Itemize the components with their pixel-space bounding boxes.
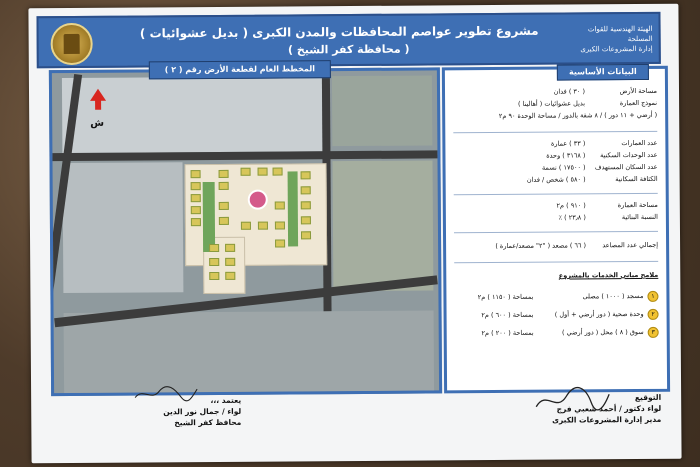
building-unit <box>219 170 229 178</box>
building-unit <box>241 222 251 230</box>
building-unit <box>258 222 268 230</box>
header-banner <box>36 12 660 68</box>
service-name: سوق ( ٨ ) محل ( دور أرضي ) <box>561 327 644 337</box>
info-value: ( ٣٣ ) عمارة <box>550 139 586 148</box>
info-row <box>458 163 658 172</box>
building-unit <box>273 168 283 176</box>
building-unit <box>301 231 311 239</box>
info-row <box>457 111 657 120</box>
mosque-service-marker <box>248 190 268 210</box>
signature-block-left <box>91 395 241 429</box>
info-row <box>457 139 657 148</box>
basic-data-panel <box>442 66 670 394</box>
info-key: عدد السكان المستهدف <box>594 162 658 172</box>
building-unit <box>191 170 201 178</box>
service-name: مسجد ( ١٠٠٠ ) مصلى <box>582 291 644 301</box>
building-unit <box>225 244 235 252</box>
info-key: عدد الوحدات السكنية <box>600 150 658 160</box>
service-area: بمساحة ( ٦٠٠ ) م٢ <box>481 310 534 320</box>
building-unit <box>191 206 201 214</box>
info-row <box>458 175 658 184</box>
service-area: بمساحة ( ٢٠٠ ) م٢ <box>481 328 534 338</box>
building-unit <box>301 216 311 224</box>
service-row <box>459 327 659 339</box>
map-fields-northeast <box>332 75 432 146</box>
service-area: بمساحة ( ١١٥٠ ) م٢ <box>477 292 534 302</box>
building-unit <box>209 258 219 266</box>
info-key: الكثافة السكانية <box>615 174 658 184</box>
project-title: مشروع تطوير عواصم المحافظات والمدن الكبرى ( بديل عشوائيات ) <box>139 23 539 41</box>
org-line-1: الهيئة الهندسية للقوات المسلحة <box>587 24 653 44</box>
building-unit <box>191 182 201 190</box>
building-unit <box>301 186 311 194</box>
info-row <box>457 151 657 160</box>
info-value: ( ٦٦ ) مصعد ( "٢" مصعد/عمارة ) <box>495 241 587 251</box>
info-value: ( ٢٣٫٨ ) ٪ <box>558 213 586 222</box>
handwritten-annotation-icon <box>131 383 201 405</box>
building-unit <box>209 272 219 280</box>
building-unit <box>225 258 235 266</box>
signatory-title: مدير إدارة المشروعات الكبرى <box>552 414 662 425</box>
building-unit <box>225 272 235 280</box>
green-strip-1 <box>203 182 215 252</box>
north-label: ش <box>90 117 105 129</box>
info-row <box>458 201 658 210</box>
building-unit <box>191 218 201 226</box>
info-value: ( أرضي + ١١ دور ) / ٨ شقة بالدور / مساحة الوحدة ٩٠ م٢ <box>498 110 658 120</box>
info-value: ( ٩١٠ ) م٢ <box>556 201 586 210</box>
governorate-subtitle: ( محافظة كفر الشيخ ) <box>287 42 410 57</box>
info-row <box>458 241 658 250</box>
building-unit <box>275 239 285 247</box>
map-title: المخطط العام لقطعة الأرض رقم ( ٢ ) <box>149 60 331 79</box>
info-row <box>457 99 657 108</box>
building-unit <box>191 194 201 202</box>
divider <box>454 261 658 263</box>
info-key: نموذج العمارة <box>619 98 658 108</box>
handwritten-signature-icon <box>531 384 611 415</box>
divider <box>454 193 658 195</box>
map-fields-east <box>332 160 433 291</box>
building-unit <box>241 168 251 176</box>
organization-name <box>563 24 653 55</box>
info-value: ( ٣٠ ) فدان <box>553 87 586 96</box>
org-line-2: إدارة المشروعات الكبرى <box>580 44 653 54</box>
info-key: إجمالي عدد المصاعد <box>602 240 659 250</box>
approval-label: يعتمد ،،، <box>210 395 242 406</box>
map-block-south <box>64 310 435 393</box>
service-number-badge: ٣ <box>648 327 659 338</box>
north-arrow-stem <box>95 100 101 110</box>
info-key: مساحة العمارة <box>617 200 658 210</box>
info-key: مساحة الأرض <box>619 86 658 96</box>
service-number-badge: ١ <box>647 291 658 302</box>
map-block-west <box>63 162 184 293</box>
signatory-name: لواء دكتور / أحمد شعبي فرج <box>556 403 662 414</box>
service-number-badge: ٢ <box>648 309 659 320</box>
building-unit <box>219 217 229 225</box>
map-block-north <box>62 76 323 153</box>
governor-name: لواء / جمال نور الدين <box>163 406 242 417</box>
site-master-plan-map <box>49 67 442 396</box>
info-row <box>457 87 657 96</box>
map-road-horizontal-1 <box>52 150 437 161</box>
building-unit <box>301 171 311 179</box>
info-value: ( ١٧٥٠٠ ) نسمة <box>541 163 586 172</box>
building-unit <box>258 168 268 176</box>
signature-label: التوقيع <box>634 392 662 403</box>
governor-title: محافظ كفر الشيخ <box>174 417 242 428</box>
info-key: النسبة البنائية <box>621 212 658 222</box>
info-value: ( ٣١٦٨ ) وحدة <box>546 151 586 160</box>
info-row <box>458 213 658 222</box>
divider <box>454 231 658 233</box>
project-board <box>28 4 681 464</box>
building-unit <box>275 221 285 229</box>
green-strip-2 <box>288 171 299 246</box>
services-title: ملامح مباني الخدمات بالمشروع <box>558 270 659 280</box>
signature-block-right <box>491 392 661 426</box>
building-unit <box>219 202 229 210</box>
info-panel-title: البيانات الأساسية <box>557 64 649 81</box>
building-unit <box>275 201 285 209</box>
divider <box>453 131 657 133</box>
service-name: وحدة صحية ( دور أرضي + أول ) <box>554 309 644 319</box>
service-row <box>459 309 659 321</box>
service-row <box>458 291 658 303</box>
building-unit <box>301 201 311 209</box>
building-unit <box>209 244 219 252</box>
building-unit <box>219 182 229 190</box>
info-value: ( ٥٨٠ ) شخص / فدان <box>526 175 586 184</box>
info-value: بديل عشوائيات ( أهالينا ) <box>517 99 586 108</box>
info-key: عدد العمارات <box>621 138 658 148</box>
